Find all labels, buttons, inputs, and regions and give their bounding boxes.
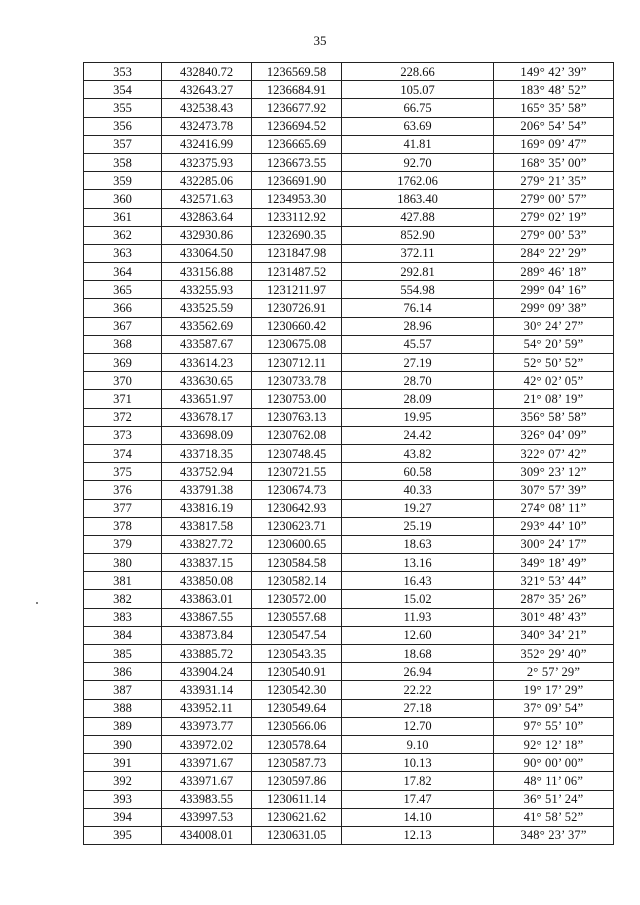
bearing-cell: 309° 23’ 12”: [494, 463, 614, 481]
point-number-cell: 385: [84, 645, 162, 663]
y-coordinate-cell: 1230557.68: [252, 608, 342, 626]
y-coordinate-cell: 1230762.08: [252, 426, 342, 444]
table-row: [84, 281, 614, 299]
y-coordinate-cell: 1230748.45: [252, 444, 342, 462]
length-cell: 66.75: [342, 99, 494, 117]
point-number-cell: 356: [84, 117, 162, 135]
x-coordinate-cell: 433791.38: [162, 481, 252, 499]
y-coordinate-cell: 1230549.64: [252, 699, 342, 717]
point-number-cell: 374: [84, 444, 162, 462]
y-coordinate-cell: 1230733.78: [252, 372, 342, 390]
y-coordinate-cell: 1230726.91: [252, 299, 342, 317]
table-row: [84, 645, 614, 663]
bearing-cell: 54° 20’ 59”: [494, 335, 614, 353]
page-number: 35: [313, 33, 327, 48]
y-coordinate-cell: 1230660.42: [252, 317, 342, 335]
bearing-cell: 30° 24’ 27”: [494, 317, 614, 335]
point-number-cell: 394: [84, 808, 162, 826]
table-row: [84, 826, 614, 844]
y-coordinate-cell: 1233112.92: [252, 208, 342, 226]
bearing-cell: 168° 35’ 00”: [494, 153, 614, 171]
x-coordinate-cell: 433983.55: [162, 790, 252, 808]
x-coordinate-cell: 433614.23: [162, 354, 252, 372]
y-coordinate-cell: 1230582.14: [252, 572, 342, 590]
x-coordinate-cell: 433952.11: [162, 699, 252, 717]
table-row: [84, 517, 614, 535]
table-row: [84, 390, 614, 408]
length-cell: 12.13: [342, 826, 494, 844]
length-cell: 13.16: [342, 554, 494, 572]
length-cell: 12.60: [342, 626, 494, 644]
bearing-cell: 274° 08’ 11”: [494, 499, 614, 517]
length-cell: 40.33: [342, 481, 494, 499]
point-number-cell: 375: [84, 463, 162, 481]
table-row: [84, 772, 614, 790]
point-number-cell: 382: [84, 590, 162, 608]
y-coordinate-cell: 1230712.11: [252, 354, 342, 372]
point-number-cell: 371: [84, 390, 162, 408]
y-coordinate-cell: 1234953.30: [252, 190, 342, 208]
length-cell: 1863.40: [342, 190, 494, 208]
y-coordinate-cell: 1230542.30: [252, 681, 342, 699]
y-coordinate-cell: 1230543.35: [252, 645, 342, 663]
x-coordinate-cell: 433678.17: [162, 408, 252, 426]
length-cell: 76.14: [342, 299, 494, 317]
length-cell: 1762.06: [342, 172, 494, 190]
length-cell: 15.02: [342, 590, 494, 608]
x-coordinate-cell: 433587.67: [162, 335, 252, 353]
length-cell: 852.90: [342, 226, 494, 244]
table-row: [84, 681, 614, 699]
y-coordinate-cell: 1231487.52: [252, 263, 342, 281]
length-cell: 292.81: [342, 263, 494, 281]
bearing-cell: 307° 57’ 39”: [494, 481, 614, 499]
x-coordinate-cell: 433562.69: [162, 317, 252, 335]
y-coordinate-cell: 1230572.00: [252, 590, 342, 608]
y-coordinate-cell: 1230623.71: [252, 517, 342, 535]
bearing-cell: 279° 21’ 35”: [494, 172, 614, 190]
length-cell: 27.19: [342, 354, 494, 372]
point-number-cell: 373: [84, 426, 162, 444]
y-coordinate-cell: 1230597.86: [252, 772, 342, 790]
table-row: [84, 226, 614, 244]
x-coordinate-cell: 433698.09: [162, 426, 252, 444]
y-coordinate-cell: 1236665.69: [252, 135, 342, 153]
x-coordinate-cell: 432538.43: [162, 99, 252, 117]
y-coordinate-cell: 1230642.93: [252, 499, 342, 517]
point-number-cell: 395: [84, 826, 162, 844]
bearing-cell: 299° 09’ 38”: [494, 299, 614, 317]
length-cell: 18.68: [342, 645, 494, 663]
y-coordinate-cell: 1230547.54: [252, 626, 342, 644]
y-coordinate-cell: 1231211.97: [252, 281, 342, 299]
point-number-cell: 357: [84, 135, 162, 153]
point-number-cell: 379: [84, 535, 162, 553]
point-number-cell: 363: [84, 244, 162, 262]
y-coordinate-cell: 1230566.06: [252, 717, 342, 735]
bearing-cell: 279° 00’ 57”: [494, 190, 614, 208]
point-number-cell: 389: [84, 717, 162, 735]
table-row: [84, 735, 614, 753]
x-coordinate-cell: 433837.15: [162, 554, 252, 572]
table-row: [84, 372, 614, 390]
x-coordinate-cell: 432375.93: [162, 153, 252, 171]
point-number-cell: 369: [84, 354, 162, 372]
bearing-cell: 299° 04’ 16”: [494, 281, 614, 299]
table-row: [84, 699, 614, 717]
x-coordinate-cell: 433931.14: [162, 681, 252, 699]
y-coordinate-cell: 1231847.98: [252, 244, 342, 262]
y-coordinate-cell: 1230584.58: [252, 554, 342, 572]
table-row: [84, 808, 614, 826]
x-coordinate-cell: 432643.27: [162, 81, 252, 99]
point-number-cell: 370: [84, 372, 162, 390]
x-coordinate-cell: 432285.06: [162, 172, 252, 190]
length-cell: 28.96: [342, 317, 494, 335]
length-cell: 27.18: [342, 699, 494, 717]
y-coordinate-cell: 1230578.64: [252, 735, 342, 753]
table-row: [84, 717, 614, 735]
length-cell: 41.81: [342, 135, 494, 153]
bearing-cell: 326° 04’ 09”: [494, 426, 614, 444]
table-row: [84, 190, 614, 208]
bearing-cell: 97° 55’ 10”: [494, 717, 614, 735]
y-coordinate-cell: 1230621.62: [252, 808, 342, 826]
y-coordinate-cell: 1230540.91: [252, 663, 342, 681]
table-row: [84, 317, 614, 335]
point-number-cell: 372: [84, 408, 162, 426]
x-coordinate-cell: 433850.08: [162, 572, 252, 590]
bearing-cell: 36° 51’ 24”: [494, 790, 614, 808]
length-cell: 28.09: [342, 390, 494, 408]
x-coordinate-cell: 433904.24: [162, 663, 252, 681]
length-cell: 45.57: [342, 335, 494, 353]
bearing-cell: 301° 48’ 43”: [494, 608, 614, 626]
table-row: [84, 426, 614, 444]
x-coordinate-cell: 433718.35: [162, 444, 252, 462]
y-coordinate-cell: 1236691.90: [252, 172, 342, 190]
x-coordinate-cell: 433971.67: [162, 754, 252, 772]
y-coordinate-cell: 1236677.92: [252, 99, 342, 117]
bearing-cell: 206° 54’ 54”: [494, 117, 614, 135]
length-cell: 19.95: [342, 408, 494, 426]
table-row: [84, 208, 614, 226]
table-row: [84, 499, 614, 517]
y-coordinate-cell: 1232690.35: [252, 226, 342, 244]
point-number-cell: 358: [84, 153, 162, 171]
y-coordinate-cell: 1230611.14: [252, 790, 342, 808]
y-coordinate-cell: 1236694.52: [252, 117, 342, 135]
y-coordinate-cell: 1230674.73: [252, 481, 342, 499]
bearing-cell: 356° 58’ 58”: [494, 408, 614, 426]
bearing-cell: 279° 02’ 19”: [494, 208, 614, 226]
point-number-cell: 393: [84, 790, 162, 808]
length-cell: 43.82: [342, 444, 494, 462]
table-row: [84, 554, 614, 572]
x-coordinate-cell: 432473.78: [162, 117, 252, 135]
bearing-cell: 165° 35’ 58”: [494, 99, 614, 117]
point-number-cell: 366: [84, 299, 162, 317]
table-row: [84, 663, 614, 681]
table-row: [84, 99, 614, 117]
table-row: [84, 63, 614, 81]
table-row: [84, 754, 614, 772]
y-coordinate-cell: 1230587.73: [252, 754, 342, 772]
bearing-cell: 352° 29’ 40”: [494, 645, 614, 663]
y-coordinate-cell: 1236684.91: [252, 81, 342, 99]
bearing-cell: 340° 34’ 21”: [494, 626, 614, 644]
table-row: [84, 481, 614, 499]
x-coordinate-cell: 433816.19: [162, 499, 252, 517]
length-cell: 16.43: [342, 572, 494, 590]
table-row: [84, 244, 614, 262]
length-cell: 228.66: [342, 63, 494, 81]
bearing-cell: 42° 02’ 05”: [494, 372, 614, 390]
x-coordinate-cell: 433973.77: [162, 717, 252, 735]
table-row: [84, 408, 614, 426]
table-row: [84, 535, 614, 553]
x-coordinate-cell: 433752.94: [162, 463, 252, 481]
x-coordinate-cell: 432863.64: [162, 208, 252, 226]
table-row: [84, 335, 614, 353]
length-cell: 24.42: [342, 426, 494, 444]
table-row: [84, 172, 614, 190]
table-row: [84, 299, 614, 317]
point-number-cell: 365: [84, 281, 162, 299]
bearing-cell: 92° 12’ 18”: [494, 735, 614, 753]
x-coordinate-cell: 432840.72: [162, 63, 252, 81]
bearing-cell: 21° 08’ 19”: [494, 390, 614, 408]
bearing-cell: 169° 09’ 47”: [494, 135, 614, 153]
y-coordinate-cell: 1230600.65: [252, 535, 342, 553]
x-coordinate-cell: 433630.65: [162, 372, 252, 390]
y-coordinate-cell: 1230675.08: [252, 335, 342, 353]
point-number-cell: 367: [84, 317, 162, 335]
bearing-cell: 321° 53’ 44”: [494, 572, 614, 590]
x-coordinate-cell: 433873.84: [162, 626, 252, 644]
table-row: [84, 572, 614, 590]
point-number-cell: 377: [84, 499, 162, 517]
bearing-cell: 348° 23’ 37”: [494, 826, 614, 844]
length-cell: 554.98: [342, 281, 494, 299]
table-row: [84, 444, 614, 462]
point-number-cell: 383: [84, 608, 162, 626]
length-cell: 11.93: [342, 608, 494, 626]
x-coordinate-cell: 433972.02: [162, 735, 252, 753]
x-coordinate-cell: 433827.72: [162, 535, 252, 553]
point-number-cell: 384: [84, 626, 162, 644]
bearing-cell: 349° 18’ 49”: [494, 554, 614, 572]
length-cell: 19.27: [342, 499, 494, 517]
length-cell: 26.94: [342, 663, 494, 681]
point-number-cell: 353: [84, 63, 162, 81]
point-number-cell: 391: [84, 754, 162, 772]
y-coordinate-cell: 1230631.05: [252, 826, 342, 844]
x-coordinate-cell: 433863.01: [162, 590, 252, 608]
length-cell: 9.10: [342, 735, 494, 753]
x-coordinate-cell: 433997.53: [162, 808, 252, 826]
length-cell: 22.22: [342, 681, 494, 699]
x-coordinate-cell: 432930.86: [162, 226, 252, 244]
table-row: [84, 590, 614, 608]
x-coordinate-cell: 433971.67: [162, 772, 252, 790]
y-coordinate-cell: 1230763.13: [252, 408, 342, 426]
bearing-cell: 287° 35’ 26”: [494, 590, 614, 608]
bearing-cell: 284° 22’ 29”: [494, 244, 614, 262]
point-number-cell: 361: [84, 208, 162, 226]
x-coordinate-cell: 433817.58: [162, 517, 252, 535]
bearing-cell: 37° 09’ 54”: [494, 699, 614, 717]
point-number-cell: 386: [84, 663, 162, 681]
table-row: [84, 463, 614, 481]
x-coordinate-cell: 432571.63: [162, 190, 252, 208]
bearing-cell: 19° 17’ 29”: [494, 681, 614, 699]
x-coordinate-cell: 433651.97: [162, 390, 252, 408]
bearing-cell: 90° 00’ 00”: [494, 754, 614, 772]
length-cell: 372.11: [342, 244, 494, 262]
point-number-cell: 355: [84, 99, 162, 117]
bearing-cell: 149° 42’ 39”: [494, 63, 614, 81]
x-coordinate-cell: 433064.50: [162, 244, 252, 262]
y-coordinate-cell: 1230753.00: [252, 390, 342, 408]
x-coordinate-cell: 433525.59: [162, 299, 252, 317]
length-cell: 105.07: [342, 81, 494, 99]
x-coordinate-cell: 433885.72: [162, 645, 252, 663]
length-cell: 92.70: [342, 153, 494, 171]
table-row: [84, 354, 614, 372]
length-cell: 427.88: [342, 208, 494, 226]
y-coordinate-cell: 1230721.55: [252, 463, 342, 481]
point-number-cell: 392: [84, 772, 162, 790]
point-number-cell: 387: [84, 681, 162, 699]
bearing-cell: 2° 57’ 29”: [494, 663, 614, 681]
point-number-cell: 381: [84, 572, 162, 590]
table-row: [84, 153, 614, 171]
length-cell: 28.70: [342, 372, 494, 390]
point-number-cell: 359: [84, 172, 162, 190]
table-row: [84, 135, 614, 153]
coordinates-table-body: [84, 63, 614, 845]
point-number-cell: 378: [84, 517, 162, 535]
x-coordinate-cell: 433867.55: [162, 608, 252, 626]
length-cell: 18.63: [342, 535, 494, 553]
table-row: [84, 117, 614, 135]
x-coordinate-cell: 433156.88: [162, 263, 252, 281]
bearing-cell: 279° 00’ 53”: [494, 226, 614, 244]
length-cell: 63.69: [342, 117, 494, 135]
table-row: [84, 263, 614, 281]
point-number-cell: 364: [84, 263, 162, 281]
length-cell: 25.19: [342, 517, 494, 535]
point-number-cell: 376: [84, 481, 162, 499]
coordinates-table: [83, 62, 614, 845]
point-number-cell: 362: [84, 226, 162, 244]
bearing-cell: 48° 11’ 06”: [494, 772, 614, 790]
point-number-cell: 368: [84, 335, 162, 353]
length-cell: 12.70: [342, 717, 494, 735]
bearing-cell: 183° 48’ 52”: [494, 81, 614, 99]
x-coordinate-cell: 432416.99: [162, 135, 252, 153]
table-row: [84, 81, 614, 99]
y-coordinate-cell: 1236673.55: [252, 153, 342, 171]
bearing-cell: 41° 58’ 52”: [494, 808, 614, 826]
point-number-cell: 354: [84, 81, 162, 99]
bearing-cell: 322° 07’ 42”: [494, 444, 614, 462]
table-row: [84, 626, 614, 644]
x-coordinate-cell: 433255.93: [162, 281, 252, 299]
y-coordinate-cell: 1236569.58: [252, 63, 342, 81]
scan-speck: [36, 602, 38, 604]
point-number-cell: 360: [84, 190, 162, 208]
bearing-cell: 293° 44’ 10”: [494, 517, 614, 535]
bearing-cell: 300° 24’ 17”: [494, 535, 614, 553]
table-row: [84, 790, 614, 808]
bearing-cell: 52° 50’ 52”: [494, 354, 614, 372]
length-cell: 17.47: [342, 790, 494, 808]
point-number-cell: 390: [84, 735, 162, 753]
x-coordinate-cell: 434008.01: [162, 826, 252, 844]
table-row: [84, 608, 614, 626]
length-cell: 10.13: [342, 754, 494, 772]
length-cell: 60.58: [342, 463, 494, 481]
point-number-cell: 380: [84, 554, 162, 572]
point-number-cell: 388: [84, 699, 162, 717]
length-cell: 17.82: [342, 772, 494, 790]
bearing-cell: 289° 46’ 18”: [494, 263, 614, 281]
length-cell: 14.10: [342, 808, 494, 826]
